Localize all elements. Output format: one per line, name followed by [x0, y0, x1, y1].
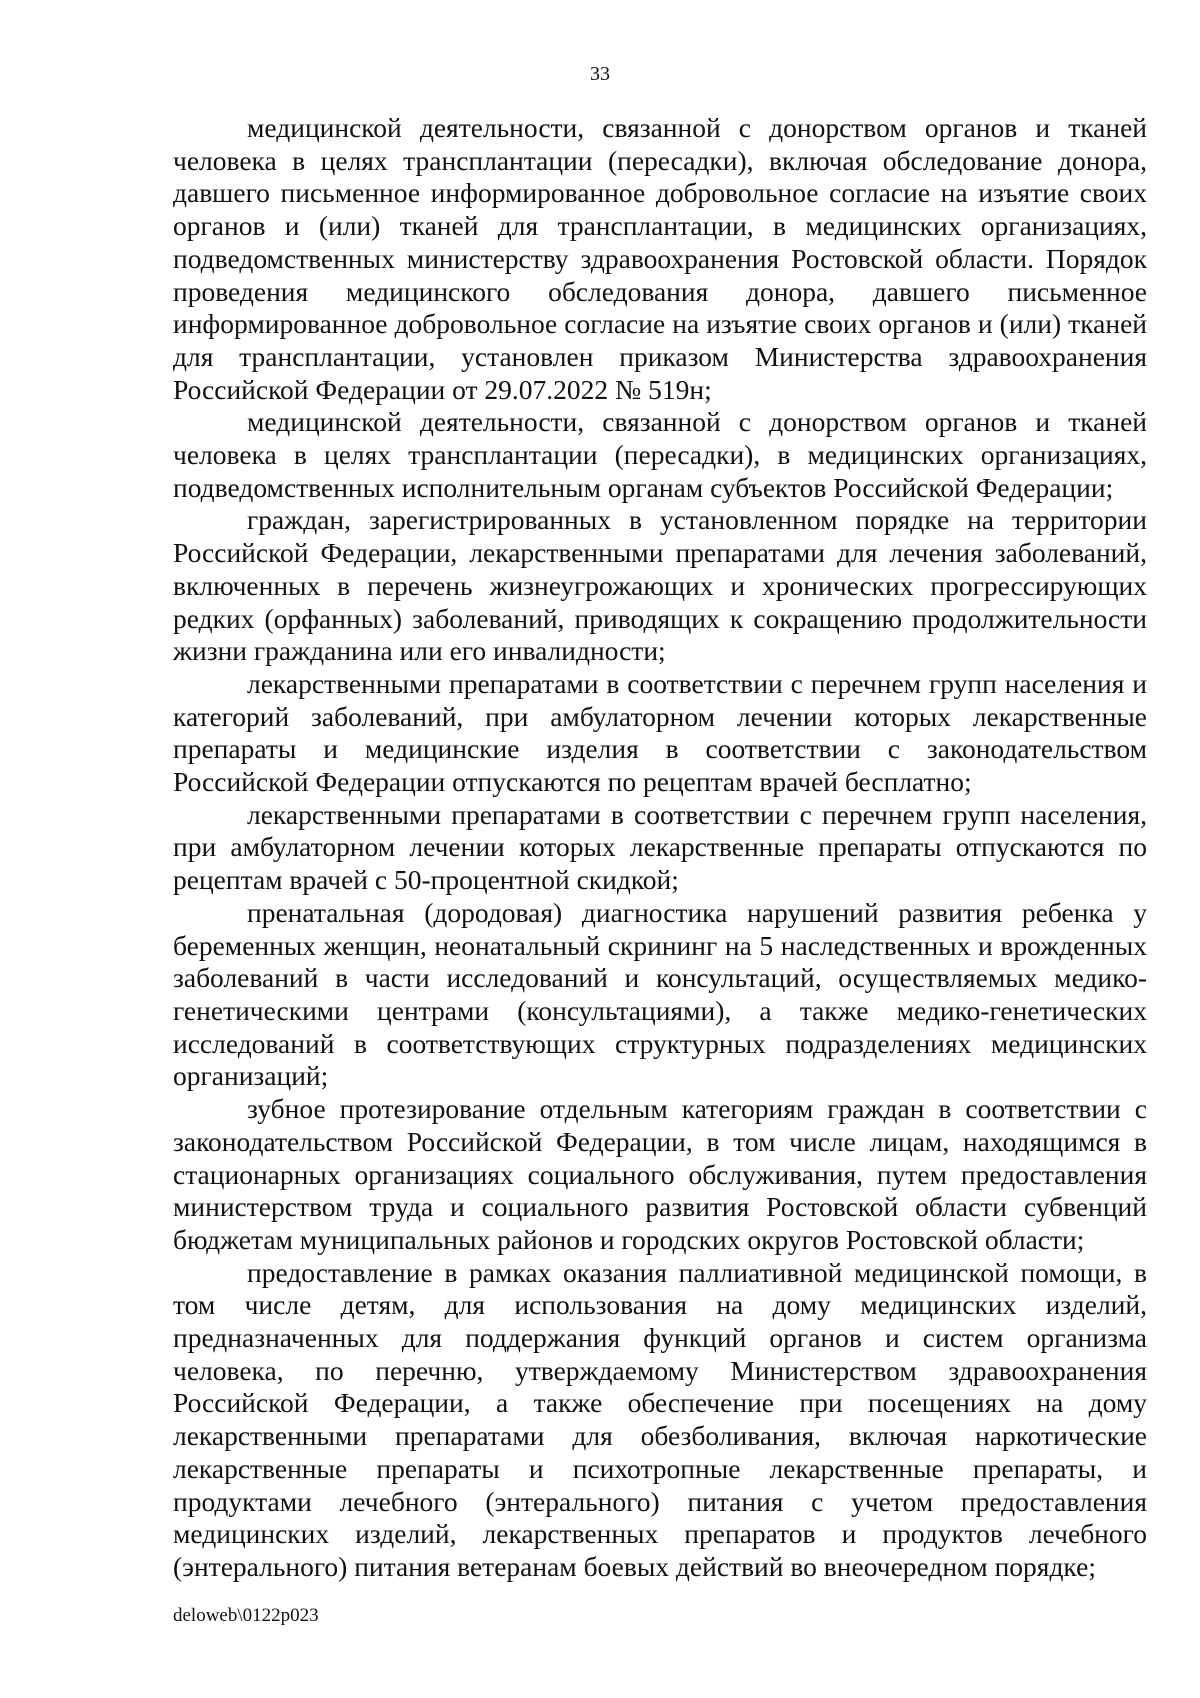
paragraph: медицинской деятельности, связанной с донорством органов и тканей человека в целях трансплантации (пересадки), включая обследование донора, давшего письменное информированное добровольное согласие на изъятие своих органов и (или) тканей для трансплантации, в медицинских организациях, подведомственных министерству здравоохранения Ростовской области. Порядок проведения медицинского обследования донора, давшего письменное информированное добровольное согласие на изъятие своих органов и (или) тканей для трансплантации, установлен приказом Министерства здравоохранения Российской Федерации от 29.07.2022 № 519н;: [173, 112, 1147, 405]
paragraph: медицинской деятельности, связанной с донорством органов и тканей человека в целях трансплантации (пересадки), в медицинских организациях, подведомственных исполнительным органам субъектов Российской Федерации;: [173, 406, 1147, 503]
page-number: 33: [590, 63, 610, 85]
document-body: [173, 112, 1147, 1584]
paragraph: зубное протезирование отдельным категориям граждан в соответствии с законодательством Российской Федерации, в том числе лицам, находящимся в стационарных организациях социального обслуживания, путем предоставления министерством труда и социального развития Ростовской области субвенций бюджетам муниципальных районов и городских округов Ростовской области;: [173, 1093, 1147, 1255]
paragraph: лекарственными препаратами в соответствии с перечнем групп населения, при амбулаторном лечении которых лекарственные препараты отпускаются по рецептам врачей с 50-процентной скидкой;: [173, 798, 1147, 896]
paragraph: пренатальная (дородовая) диагностика нарушений развития ребенка у беременных женщин, неонатальный скрининг на 5 наследственных и врожденных заболеваний в части исследований и консультаций, осуществляемых медико-генетическими центрами (консультациями), а также медико-генетических исследований в соответствующих структурных подразделениях медицинских организаций;: [173, 896, 1147, 1092]
document-code-footer: deloweb\0122p023: [173, 1605, 319, 1626]
paragraph: граждан, зарегистрированных в установленном порядке на территории Российской Федерации, лекарственными препаратами для лечения заболеваний, включенных в перечень жизнеугрожающих и хронических прогрессирующих редких (орфанных) заболеваний, приводящих к сокращению продолжительности жизни гражданина или его инвалидности;: [173, 504, 1147, 667]
paragraph: лекарственными препаратами в соответствии с перечнем групп населения и категорий заболеваний, при амбулаторном лечении которых лекарственные препараты и медицинские изделия в соответствии с законодательством Российской Федерации отпускаются по рецептам врачей бесплатно;: [173, 667, 1147, 798]
paragraph: предоставление в рамках оказания паллиативной медицинской помощи, в том числе детям, для использования на дому медицинских изделий, предназначенных для поддержания функций органов и систем организма человека, по перечню, утверждаемому Министерством здравоохранения Российской Федерации, а также обеспечение при посещениях на дому лекарственными препаратами для обезболивания, включая наркотические лекарственные препараты и психотропные лекарственные препараты, и продуктами лечебного (энтерального) питания с учетом предоставления медицинских изделий, лекарственных препаратов и продуктов лечебного (энтерального) питания ветеранам боевых действий во внеочередном порядке;: [173, 1256, 1147, 1582]
